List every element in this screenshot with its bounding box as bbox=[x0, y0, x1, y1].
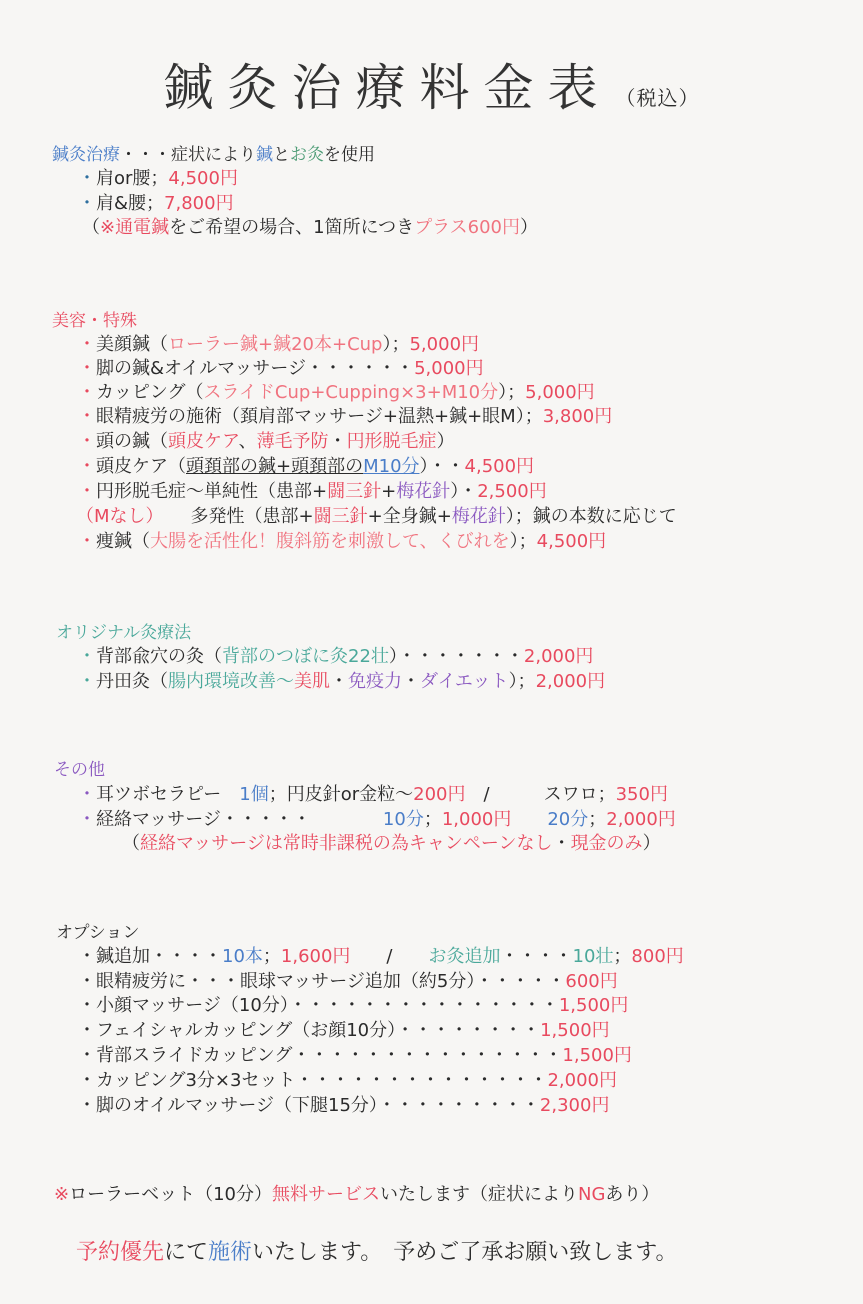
text-run: 4,500円 bbox=[536, 531, 607, 552]
text-run: ・ bbox=[78, 671, 96, 692]
price-item-cupping bbox=[78, 381, 595, 405]
text-run: 2,300円 bbox=[539, 1095, 610, 1116]
price-item-eye-strain bbox=[78, 405, 612, 429]
text-run: 10本 bbox=[222, 946, 263, 967]
text-run: ・背部スライドカッピング・・・・・・・・・・・・・・・ bbox=[78, 1045, 563, 1066]
tax-included-label: （税込） bbox=[615, 86, 700, 110]
text-run: 肩or腰； bbox=[96, 168, 169, 189]
text-run: M10分 bbox=[363, 456, 420, 477]
text-run: ・ bbox=[328, 431, 347, 452]
text-run: 脚の鍼&オイルマッサージ・・・・・・ bbox=[96, 358, 415, 379]
text-run: ・ bbox=[402, 671, 420, 692]
text-run: ※通電鍼 bbox=[100, 217, 170, 238]
text-run: 1,500円 bbox=[540, 1020, 610, 1041]
price-item-facial-acupuncture bbox=[78, 333, 479, 357]
price-item-tanden-moxibustion bbox=[78, 670, 605, 694]
note-reservation-priority bbox=[76, 1238, 678, 1268]
text-run: 2,000円 bbox=[535, 671, 606, 692]
text-run: ・眼精疲労に・・・眼球マッサージ追加（約5分）・・・・・ bbox=[78, 971, 566, 992]
text-run: 1個 bbox=[239, 784, 269, 805]
section-header-acupuncture bbox=[52, 143, 375, 167]
text-run: 梅花針 bbox=[396, 481, 451, 502]
text-run: スワロ； bbox=[543, 784, 616, 805]
text-run: ・ bbox=[78, 456, 96, 477]
text-run: 薄毛予防 bbox=[256, 431, 329, 452]
text-run: 美顔鍼（ bbox=[96, 334, 168, 355]
price-item-head-acupuncture bbox=[78, 430, 455, 454]
text-run: ・小顔マッサージ（10分）・・・・・・・・・・・・・・・ bbox=[78, 995, 559, 1016]
page-title: 鍼灸治療料金表 bbox=[163, 59, 612, 117]
text-run: ）； bbox=[382, 334, 410, 355]
text-run: ）・ bbox=[450, 481, 478, 502]
text-run: ）・・ bbox=[419, 456, 465, 477]
note-meridian-massage bbox=[122, 832, 661, 856]
text-run: ・・・・ bbox=[500, 946, 573, 967]
text-run: 経絡マッサージ・・・・・ bbox=[96, 809, 383, 830]
text-run: 美肌 bbox=[294, 671, 330, 692]
text-run: を使用 bbox=[324, 145, 375, 165]
text-run: 多発性（患部+ bbox=[154, 506, 314, 527]
text-run: ・ bbox=[552, 833, 571, 854]
text-run: 200円 bbox=[413, 784, 466, 805]
text-run: 2,000円 bbox=[606, 809, 676, 830]
text-run: その他 bbox=[54, 760, 105, 780]
section-header-other bbox=[54, 758, 105, 782]
text-run: 闘三針 bbox=[327, 481, 382, 502]
text-run: ） bbox=[436, 431, 455, 452]
text-run: 肩&腰； bbox=[96, 193, 165, 214]
text-run: 頭の鍼（ bbox=[96, 431, 168, 452]
text-run: 頭頚部の鍼+頭頚部の bbox=[186, 456, 364, 477]
text-run: ； bbox=[588, 809, 607, 830]
text-run: （Mなし） bbox=[76, 506, 155, 527]
text-run: 闘三針 bbox=[313, 506, 368, 527]
text-run: オプション bbox=[56, 923, 140, 943]
text-run: 大腸を活性化！腹斜筋を刺激して、くびれを bbox=[150, 531, 510, 552]
text-run: 5,000円 bbox=[414, 358, 484, 379]
text-run: ・ bbox=[78, 406, 96, 427]
text-run: 3,800円 bbox=[542, 406, 613, 427]
text-run: ）；鍼の本数に応じて bbox=[505, 506, 677, 527]
text-run: ・脚のオイルマッサージ（下腿15分）・・・・・・・・・ bbox=[78, 1095, 540, 1116]
text-run: 頭皮ケア（ bbox=[96, 456, 186, 477]
text-run: 1,500円 bbox=[558, 995, 629, 1016]
text-run: ； bbox=[613, 946, 632, 967]
text-run: 眼精疲労の施術（頚肩部マッサージ+温熱+鍼+眼M）； bbox=[96, 406, 543, 427]
price-item-scalp-care bbox=[78, 455, 534, 479]
text-run: プラス600円 bbox=[414, 217, 521, 238]
text-run: 2,000円 bbox=[547, 1070, 617, 1091]
text-run: お灸追加 bbox=[428, 946, 501, 967]
text-run: 600円 bbox=[565, 971, 618, 992]
text-run: 現金のみ bbox=[570, 833, 643, 854]
option-item-back-slide-cupping bbox=[78, 1044, 632, 1068]
price-item-alopecia-multiple bbox=[76, 505, 677, 529]
text-run: いたします（症状により bbox=[380, 1184, 578, 1205]
text-run: と bbox=[273, 145, 290, 165]
title-area bbox=[0, 48, 863, 120]
text-run: ・ bbox=[330, 671, 348, 692]
note-free-roller-bed bbox=[54, 1183, 659, 1207]
text-run: カッピング（ bbox=[96, 382, 204, 403]
text-run: オリジナル灸療法 bbox=[56, 623, 192, 643]
text-run: 腸内環境改善～ bbox=[168, 671, 294, 692]
price-item-back-moxibustion bbox=[78, 645, 593, 669]
text-run: 20分 bbox=[547, 809, 589, 830]
section-header-options bbox=[56, 921, 139, 945]
text-run: 10壮 bbox=[572, 946, 614, 967]
text-run: ；円皮針or金粒～ bbox=[268, 784, 414, 805]
text-run: 4,500円 bbox=[464, 456, 535, 477]
price-item-meridian-massage bbox=[78, 808, 676, 832]
price-item-leg-oil-massage bbox=[78, 357, 484, 381]
text-run: 予約優先 bbox=[76, 1240, 165, 1265]
text-run: ・ bbox=[78, 784, 96, 805]
text-run: 免疫力 bbox=[348, 671, 402, 692]
text-run: 美容・特殊 bbox=[52, 311, 137, 331]
text-run: ） bbox=[520, 217, 539, 238]
text-run: 1,500円 bbox=[562, 1045, 632, 1066]
text-run: ・ bbox=[78, 193, 96, 214]
price-item-shoulder-or-back bbox=[78, 167, 238, 191]
text-run: （ bbox=[122, 833, 140, 854]
text-run: 鍼灸治療 bbox=[52, 145, 120, 165]
note-electro-acupuncture bbox=[82, 216, 538, 240]
text-run: ローラー鍼+鍼20本+Cup bbox=[168, 334, 383, 355]
option-item-leg-oil-massage bbox=[78, 1094, 609, 1118]
text-run: 丹田灸（ bbox=[96, 671, 168, 692]
text-run: ； bbox=[423, 809, 442, 830]
text-run: 背部兪穴の灸（ bbox=[96, 646, 222, 667]
text-run: ・・・症状により bbox=[120, 145, 256, 165]
text-run: 4,500円 bbox=[168, 168, 238, 189]
text-run: ・鍼追加・・・・ bbox=[78, 946, 222, 967]
text-run: 7,800円 bbox=[164, 193, 234, 214]
price-item-alopecia-single bbox=[78, 480, 547, 504]
text-run: 鍼 bbox=[256, 145, 273, 165]
text-run: 円形脱毛症 bbox=[346, 431, 437, 452]
text-run: 頭皮ケア bbox=[168, 431, 239, 452]
text-run: ）・・・・・・・ bbox=[388, 646, 524, 667]
text-run: + bbox=[381, 481, 397, 502]
section-header-original-moxibustion bbox=[56, 621, 191, 645]
text-run: ローラーベット（10分） bbox=[69, 1184, 272, 1205]
text-run: 2,000円 bbox=[523, 646, 594, 667]
option-item-eye-massage bbox=[78, 970, 618, 994]
text-run: / bbox=[465, 784, 544, 805]
text-run: 背部のつぼに灸22壮 bbox=[222, 646, 389, 667]
text-run: 5,000円 bbox=[525, 382, 595, 403]
text-run: 800円 bbox=[631, 946, 684, 967]
text-run: 痩鍼（ bbox=[96, 531, 150, 552]
text-run: をご希望の場合、1箇所につき bbox=[169, 217, 415, 238]
text-run: 350円 bbox=[615, 784, 668, 805]
text-run: ・ bbox=[78, 809, 96, 830]
text-run: ・ bbox=[78, 646, 96, 667]
text-run: ・ bbox=[78, 358, 96, 379]
text-run: ・ bbox=[78, 334, 96, 355]
text-run: 1,600円 bbox=[280, 946, 351, 967]
text-run: 2,500円 bbox=[477, 481, 547, 502]
text-run: ） bbox=[642, 833, 661, 854]
text-run: / bbox=[350, 946, 429, 967]
text-run: ）； bbox=[498, 382, 526, 403]
text-run: ・ bbox=[78, 531, 96, 552]
option-item-extra-needles bbox=[78, 945, 684, 969]
text-run: 耳ツボセラピー bbox=[96, 784, 240, 805]
text-run: ・ bbox=[78, 168, 96, 189]
text-run bbox=[511, 809, 547, 830]
text-run: 円形脱毛症～単純性（患部+ bbox=[96, 481, 328, 502]
text-run: 無料サービス bbox=[272, 1184, 380, 1205]
text-run: お灸 bbox=[290, 145, 324, 165]
price-item-slimming-acupuncture bbox=[78, 530, 606, 554]
text-run: ・ bbox=[78, 382, 96, 403]
section-header-beauty bbox=[52, 309, 137, 333]
text-run: ）； bbox=[508, 671, 536, 692]
option-item-facial-cupping bbox=[78, 1019, 610, 1043]
text-run: ・フェイシャルカッピング（お顔10分）・・・・・・・・ bbox=[78, 1020, 541, 1041]
text-run: NG bbox=[578, 1184, 606, 1205]
option-item-cupping-sets bbox=[78, 1069, 617, 1093]
text-run: スライドCup+Cupping×3+M10分 bbox=[203, 382, 499, 403]
price-item-shoulder-and-back bbox=[78, 192, 234, 216]
text-run: ・ bbox=[78, 431, 96, 452]
text-run: ・ bbox=[78, 481, 96, 502]
text-run: ）； bbox=[509, 531, 537, 552]
text-run: +全身鍼+ bbox=[367, 506, 452, 527]
text-run: 10分 bbox=[382, 809, 424, 830]
text-run: ※ bbox=[54, 1184, 70, 1205]
text-run: 施術 bbox=[208, 1240, 253, 1265]
text-run: 、 bbox=[238, 431, 257, 452]
text-run: （ bbox=[82, 217, 100, 238]
text-run: にて bbox=[164, 1240, 209, 1265]
option-item-small-face-massage bbox=[78, 994, 628, 1018]
text-run: ； bbox=[262, 946, 281, 967]
text-run: いたします。 予めご了承お願い致します。 bbox=[252, 1240, 678, 1265]
price-item-ear-therapy bbox=[78, 783, 668, 807]
text-run: 5,000円 bbox=[409, 334, 480, 355]
text-run: 経絡マッサージは常時非課税の為キャンペーンなし bbox=[140, 833, 553, 854]
text-run: ・カッピング3分×3セット・・・・・・・・・・・・・・ bbox=[78, 1070, 548, 1091]
text-run: 梅花針 bbox=[451, 506, 506, 527]
text-run: ダイエット bbox=[420, 671, 509, 692]
text-run: あり） bbox=[605, 1184, 660, 1205]
text-run: 1,000円 bbox=[441, 809, 512, 830]
